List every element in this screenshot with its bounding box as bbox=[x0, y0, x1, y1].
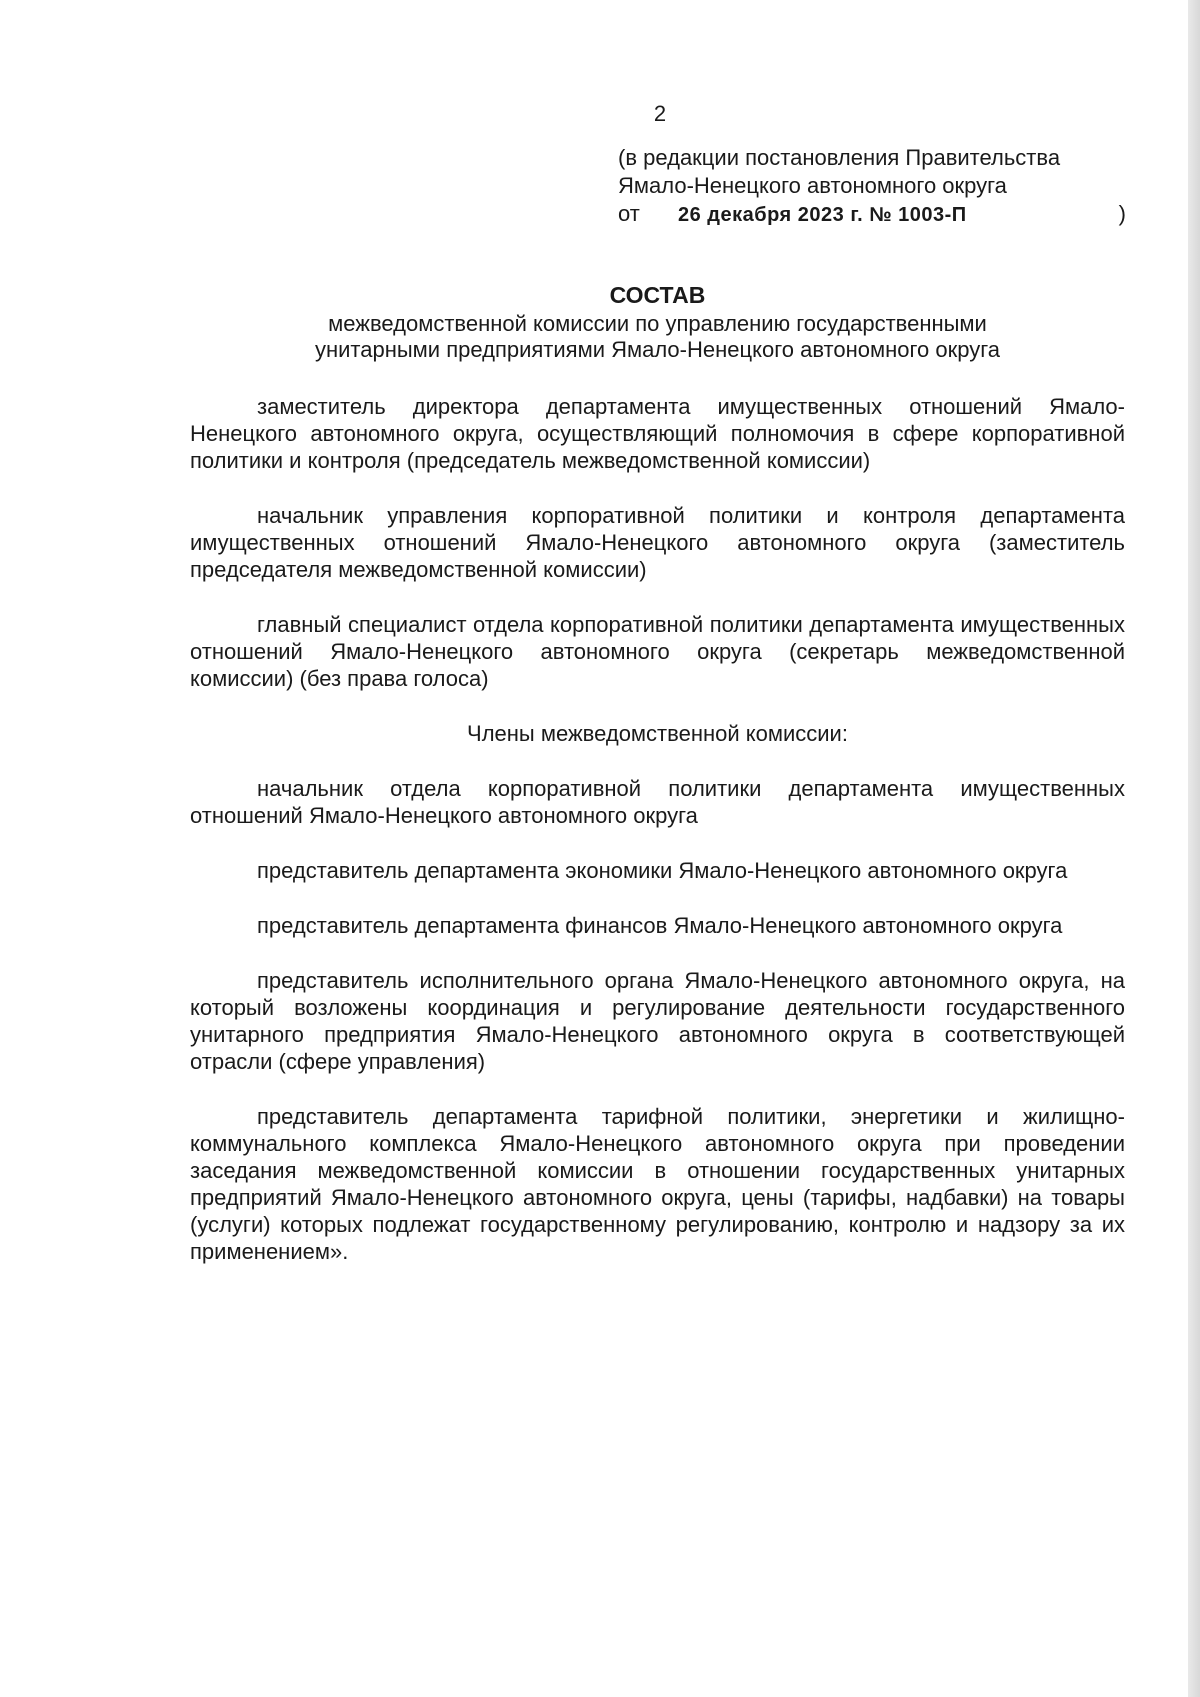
member-item: представитель исполнительного органа Ямало-Ненецкого автономного округа, на который возложены координация и регулирование деятельности государственного унитарного предприятия Ямало-Ненецкого автономного округа в соответствующей отрасли (сфере управления) bbox=[190, 968, 1125, 1074]
member-item: начальник отдела корпоративной политики департамента имущественных отношений Ямало-Ненецкого автономного округа bbox=[190, 776, 1125, 828]
member-item: представитель департамента экономики Ямало-Ненецкого автономного округа bbox=[257, 858, 1068, 883]
edition-note bbox=[618, 144, 1130, 229]
document-title: СОСТАВ bbox=[609, 282, 706, 308]
member-item: представитель департамента финансов Ямало-Ненецкого автономного округа bbox=[257, 913, 1063, 938]
paragraph-secretary: главный специалист отдела корпоративной политики департамента имущественных отношений Ямало-Ненецкого автономного округа (секретарь межведомственной комиссии) (без права голоса) bbox=[190, 612, 1125, 691]
edition-from-label: от bbox=[618, 201, 640, 226]
edition-closing-paren: ) bbox=[1118, 201, 1126, 226]
member-item: представитель департамента тарифной политики, энергетики и жилищно-коммунального комплекса Ямало-Ненецкого автономного округа при проведении заседания межведомственной комиссии в отношении государственных унитарных предприятий Ямало-Ненецкого автономного округа, цены (тарифы, надбавки) на товары (услуги) которых подлежат государственному регулированию, контролю и надзору за их применением». bbox=[190, 1104, 1125, 1264]
document-subtitle-line-2: унитарными предприятиями Ямало-Ненецкого автономного округа bbox=[314, 337, 1001, 362]
scan-edge-shadow bbox=[1188, 0, 1200, 1697]
edition-line-1: (в редакции постановления Правительства bbox=[618, 145, 1061, 170]
document-subtitle-line-1: межведомственной комиссии по управлению государственными bbox=[328, 311, 987, 336]
document-body bbox=[190, 393, 1125, 1293]
edition-date-row bbox=[618, 200, 1130, 229]
document-heading bbox=[190, 279, 1125, 363]
edition-date: 26 декабря 2023 г. № 1003-П bbox=[678, 204, 967, 226]
paragraph-deputy-chairman: начальник управления корпоративной политики и контроля департамента имущественных отношений Ямало-Ненецкого автономного округа (заместитель председателя межведомственной комиссии) bbox=[190, 503, 1125, 582]
members-heading: Члены межведомственной комиссии: bbox=[467, 721, 848, 746]
paragraph-chairman: заместитель директора департамента имущественных отношений Ямало-Ненецкого автономного округа, осуществляющий полномочия в сфере корпоративной политики и контроля (председатель межведомственной комиссии) bbox=[190, 394, 1125, 473]
edition-line-2: Ямало-Ненецкого автономного округа bbox=[618, 173, 1007, 198]
page-number: 2 bbox=[653, 101, 667, 126]
